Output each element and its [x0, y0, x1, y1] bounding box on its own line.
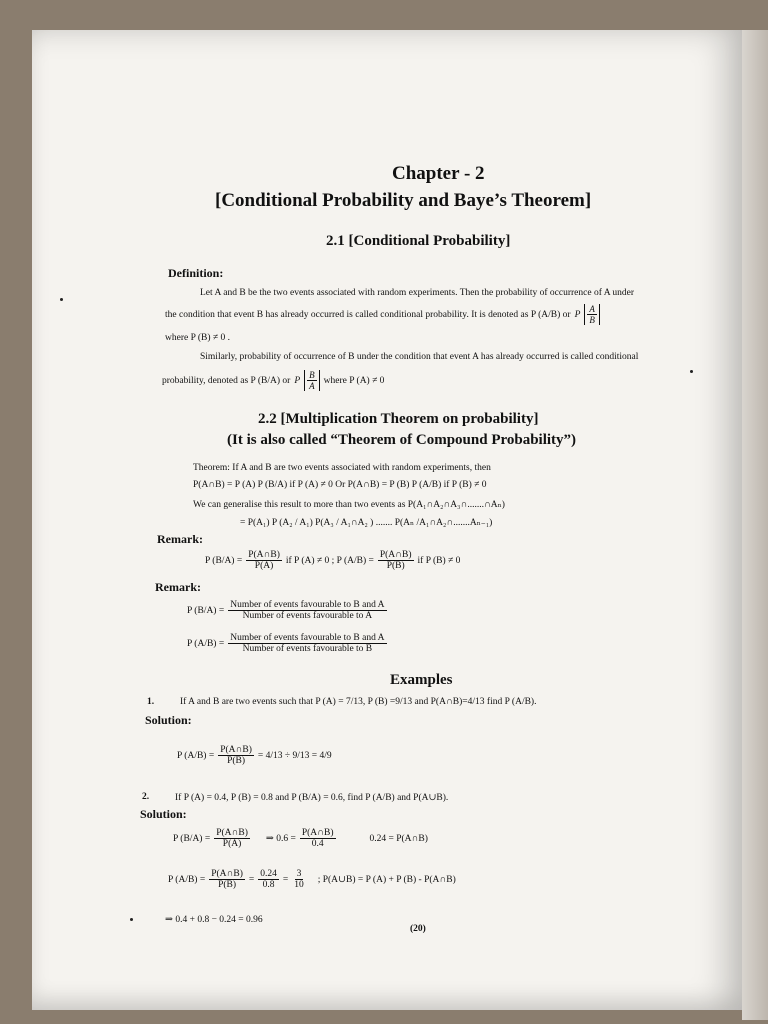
- remark-1-formula: P (B/A) = $\frac{P(A\cap B)}{P(A)}$ if P (A) ≠ 0 ; P (A/B) = $\frac{P(A\cap B)}{P(B)}$ if P (B) ≠ 0: [205, 550, 461, 571]
- page-edge: [742, 30, 768, 1020]
- fraction: $\frac{3}{10}$: [294, 869, 304, 890]
- fraction: $\frac{0.24}{0.8}$: [260, 869, 277, 890]
- definition-line-2: the condition that event B has already occurred is called conditional probability. It is denoted as P (A/B) or P $\frac{A}{B}$: [165, 304, 600, 325]
- definition-line-1: Let A and B be the two events associated with random experiments. Then the probability of occurrence of A under: [200, 288, 635, 298]
- speck: [130, 918, 133, 921]
- fraction: $\frac{P(A\cap B)}{0.4}$: [301, 828, 334, 849]
- definition-line-3: where P (B) ≠ 0 .: [165, 333, 231, 343]
- definition-label: Definition:: [168, 266, 224, 280]
- solution-2-line-2: P (A/B) = $\frac{P(A\cap B)}{P(B)}$ = $\frac{0.24}{0.8}$ = $\frac{3}{10}$ ; P(A∪B) = P (A) + P (B) - P(A∩B): [168, 869, 456, 890]
- theorem-line-2: P(A∩B) = P (A) P (B/A) if P (A) ≠ 0 Or P(A∩B) = P (B) P (A/B) if P (B) ≠ 0: [193, 480, 487, 490]
- solution-label-1: Solution:: [145, 713, 192, 727]
- definition-line-2-text: the condition that event B has already occurred is called conditional probability. It is denoted as P (A/B) or: [165, 309, 571, 320]
- remark-label-2: Remark:: [155, 580, 201, 594]
- speck: [690, 370, 693, 373]
- chapter-title: [Conditional Probability and Baye’s Theorem]: [215, 190, 592, 211]
- fraction: $\frac{\text{Number of events favourable to B and A}}{\text{Number of events favourable to A}}$: [230, 600, 385, 621]
- solution-label-2: Solution:: [140, 807, 187, 821]
- remark-2-formula-2: P (A/B) = $\frac{\text{Number of events favourable to B and A}}{\text{Number of events favourable to B}}$: [187, 633, 385, 654]
- question-1-number: 1.: [147, 697, 155, 707]
- definition-line-4: Similarly, probability of occurrence of B under the condition that event A has already occurred is called conditional: [200, 352, 639, 362]
- theorem-line-1: Theorem: If A and B are two events associated with random experiments, then: [193, 463, 491, 473]
- question-1-text: If A and B are two events such that P (A) = 7/13, P (B) =9/13 and P(A∩B)=4/13 find P (A/B).: [180, 697, 537, 707]
- theorem-line-4: = P(A₁) P (A₂ / A₁) P(A₃ / A₁∩A₂ ) ....... P(Aₙ /A₁∩A₂∩.......Aₙ₋₁): [240, 518, 493, 528]
- fraction: $\frac{P(A\cap B)}{P(A)}$: [248, 550, 280, 571]
- definition-line-5-tail: where P (A) ≠ 0: [323, 375, 385, 386]
- speck: [60, 298, 63, 301]
- examples-heading: Examples: [390, 672, 453, 688]
- fraction: $\frac{P(A\cap B)}{P(B)}$: [220, 745, 252, 766]
- fraction: $\frac{P(A\cap B)}{P(A)}$: [216, 828, 248, 849]
- chapter-number: Chapter - 2: [392, 163, 485, 184]
- section-heading-2-2: 2.2 [Multiplication Theorem on probability]: [258, 411, 539, 427]
- solution-2-line-3: ⇒ 0.4 + 0.8 − 0.24 = 0.96: [165, 915, 263, 925]
- remark-2-formula-1: P (B/A) = $\frac{\text{Number of events favourable to B and A}}{\text{Number of events favourable to A}}$: [187, 600, 385, 621]
- solution-2-line-1: P (B/A) = $\frac{P(A\cap B)}{P(A)}$ ⇒ 0.6 = $\frac{P(A\cap B)}{0.4}$ 0.24 = P(A∩B): [173, 828, 428, 849]
- question-2-number: 2.: [142, 792, 150, 802]
- page-number: (20): [410, 924, 426, 934]
- section-subheading-2-2: (It is also called “Theorem of Compound Probability”): [227, 432, 577, 448]
- theorem-line-3: We can generalise this result to more than two events as P(A₁∩A₂∩A₃∩.......∩Aₙ): [193, 500, 505, 510]
- a-given-b-bracket: $\frac{A}{B}$: [584, 304, 600, 325]
- b-given-a-bracket: $\frac{B}{A}$: [304, 370, 320, 391]
- fraction: $\frac{P(A\cap B)}{P(B)}$: [379, 550, 412, 571]
- definition-line-5: probability, denoted as P (B/A) or P $\frac{B}{A}$ where P (A) ≠ 0: [162, 370, 385, 391]
- remark-label-1: Remark:: [157, 532, 203, 546]
- question-2-text: If P (A) = 0.4, P (B) = 0.8 and P (B/A) = 0.6, find P (A/B) and P(A∪B).: [175, 793, 449, 803]
- section-heading-2-1: 2.1 [Conditional Probability]: [326, 233, 511, 249]
- fraction: $\frac{P(A\cap B)}{P(B)}$: [211, 869, 243, 890]
- definition-line-5-text: probability, denoted as P (B/A) or: [162, 375, 291, 386]
- fraction: $\frac{\text{Number of events favourable to B and A}}{\text{Number of events favourable to B}}$: [230, 633, 385, 654]
- solution-1-formula: P (A/B) = $\frac{P(A\cap B)}{P(B)}$ = 4/13 ÷ 9/13 = 4/9: [177, 745, 332, 766]
